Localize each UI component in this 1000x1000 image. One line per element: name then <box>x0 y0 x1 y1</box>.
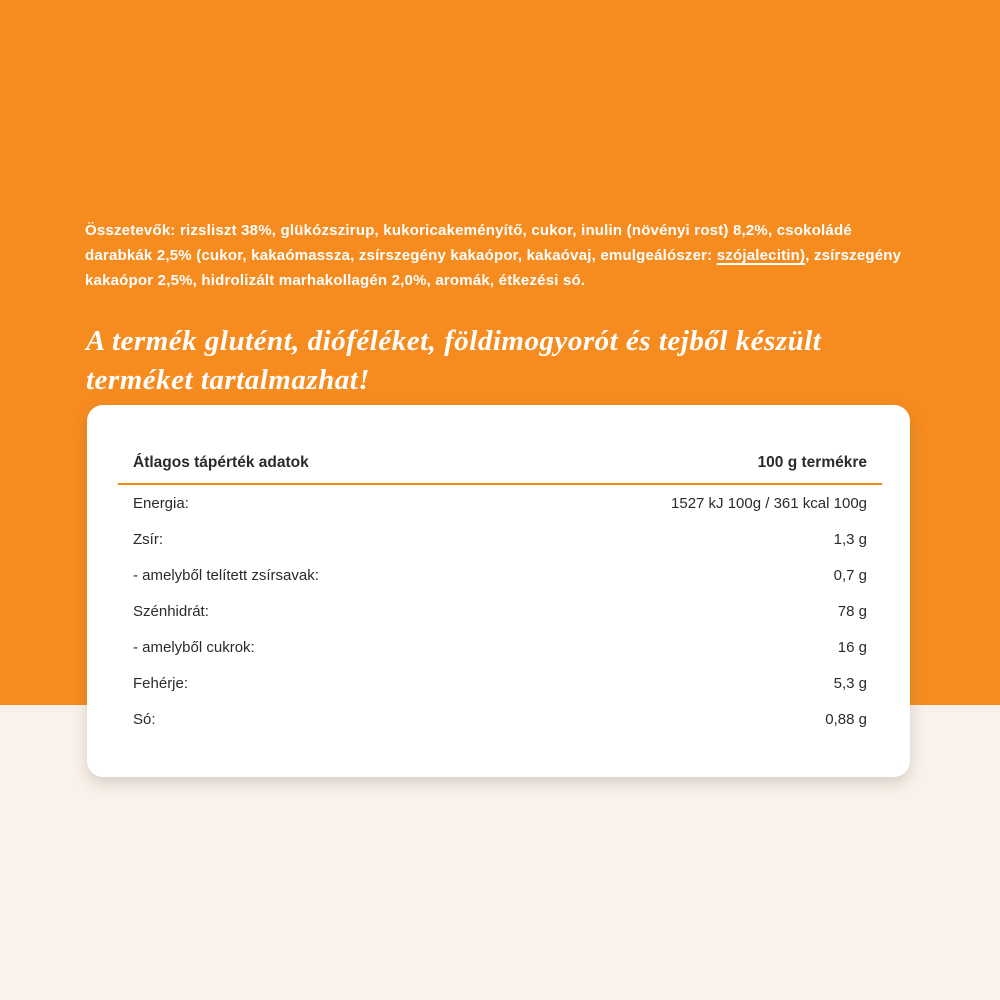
table-row <box>118 701 882 737</box>
nutrition-table <box>118 453 882 737</box>
ingredients-paragraph <box>85 218 907 293</box>
table-row <box>118 557 882 593</box>
nutrition-table-header <box>118 453 882 485</box>
table-row <box>118 485 882 521</box>
row-label: Szénhidrát: <box>133 602 209 620</box>
ingredients-allergen-highlight: szójalecitin) <box>716 247 806 264</box>
row-label: Fehérje: <box>133 674 189 692</box>
nutrition-header-label: Átlagos tápérték adatok <box>133 454 309 471</box>
row-label: Só: <box>133 710 156 728</box>
row-label: - amelyből cukrok: <box>133 638 255 656</box>
row-value: 0,88 g <box>825 710 867 728</box>
row-value: 1,3 g <box>833 530 867 548</box>
row-value: 0,7 g <box>833 566 867 584</box>
row-value: 1527 kJ 100g / 361 kcal 100g <box>671 494 867 512</box>
row-label: Energia: <box>133 494 189 512</box>
nutrition-header-unit: 100 g termékre <box>757 454 867 471</box>
row-label: - amelyből telített zsírsavak: <box>133 566 319 584</box>
table-row <box>118 521 882 557</box>
row-label: Zsír: <box>133 530 163 548</box>
table-row <box>118 629 882 665</box>
nutrition-card <box>87 405 910 777</box>
row-value: 78 g <box>837 602 867 620</box>
ingredients-text-before: Összetevők: rizsliszt 38%, glükózszirup, kukoricakeményítő, cukor, inulin (növényi rost) 8,2%, csokoládé darabkák 2,5% (cukor, kakaómassza, zsírszegény kakaópor, kakaóvaj, emulgeálószer: <box>85 222 852 264</box>
row-value: 16 g <box>837 638 867 656</box>
ingredients-text-after: , zsírszegény kakaópor 2,5%, hidrolizált marhakollagén 2,0%, aromák, étkezési só. <box>85 247 902 289</box>
table-row <box>118 665 882 701</box>
allergen-warning-note: A termék glutént, dióféléket, földimogyorót és tejből készült terméket tartalmazhat! <box>86 325 822 396</box>
table-row <box>118 593 882 629</box>
row-value: 5,3 g <box>833 674 867 692</box>
